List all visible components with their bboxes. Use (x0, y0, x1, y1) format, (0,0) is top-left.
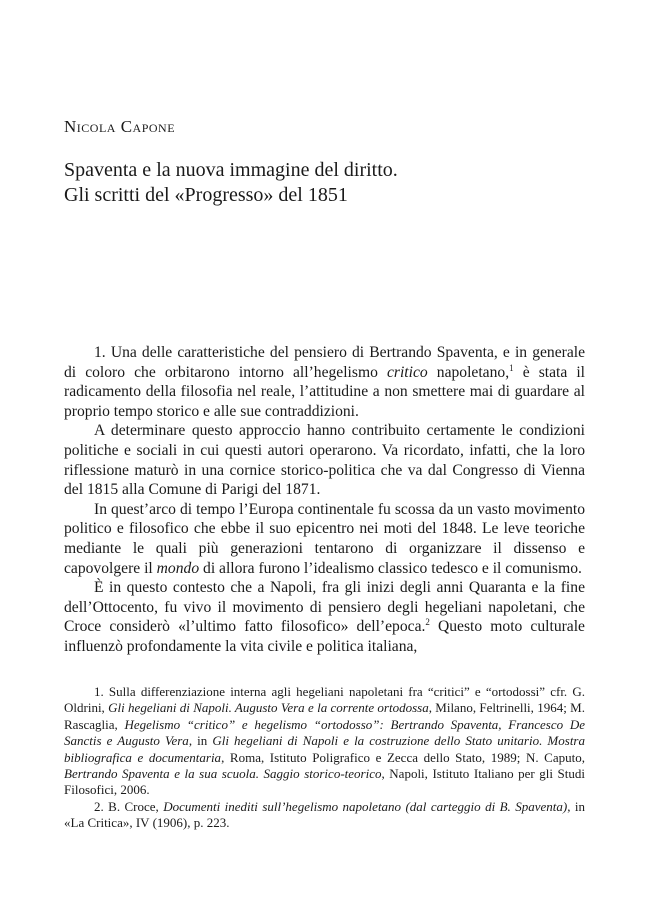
chapter-title-line-1: Spaventa e la nuova immagine del diritto. (64, 159, 398, 181)
emphasis-critico: critico (386, 363, 428, 381)
footnote-2: 2. B. Croce, Documenti inediti sull’hegelismo napoletano (dal carteggio di B. Spaventa), in «La Critica», IV (1906), p. 223. (64, 798, 585, 831)
footnote-1: 1. Sulla differenziazione interna agli hegeliani napoletani fra “critici” e “ortodossi” cfr. G. Oldrini, Gli hegeliani di Napoli. Augusto Vera e la corrente ortodossa, Milano, Feltrinelli, 1964; M. Rascaglia, Hegelismo “critico” e hegelismo “ortodosso”: Bertrando Spaventa, Francesco De Sanctis e Augusto Vera, in Gli hegeliani di Napoli e la costruzione dello Stato unitario. Mostra bibliografica e documentaria, Roma, Istituto Poligrafico e Zecca dello Stato, 1989; N. Caputo, Bertrando Spaventa e la sua scuola. Saggio storico-teorico, Napoli, Istituto Italiano per gli Studi Filosofici, 2006. (64, 684, 586, 798)
footnotes (64, 684, 585, 832)
author-name: Nicola Capone (64, 117, 176, 136)
paragraph-2: A determinare questo approccio hanno contribuito certamente le condizioni politiche e sociali in cui questi autori operarono. Va ricordato, infatti, che la loro riflessione maturò in una cornice storico-politica che va dal Congresso di Vienna del 1815 alla Comune di Parigi del 1871. (64, 422, 585, 499)
chapter-title-line-2: Gli scritti del «Progresso» del 1851 (64, 184, 348, 206)
body-text (64, 343, 585, 657)
emphasis-mondo: mondo (156, 559, 200, 577)
footnote-ref-2[interactable]: 2 (425, 617, 430, 628)
footnote-ref-1[interactable]: 1 (509, 362, 514, 373)
chapter-title (64, 158, 584, 208)
paragraph-3: In quest’arco di tempo l’Europa continentale fu scossa da un vasto movimento politico e filosofico che ebbe il suo epicentro nei moti del 1848. Le leve teoriche mediante le quali più generazioni tentarono di organizzare il dissenso e capovolgere il mondo di allora furono l’idealismo classico tedesco e il comunismo. (64, 500, 585, 577)
paragraph-1: 1. Una delle caratteristiche del pensiero di Bertrando Spaventa, e in generale di coloro che orbitarono intorno all’hegelismo critico napoletano,$^1$ è stata il radicamento della filosofia nel reale, l’attitudine a non smettere mai di guardare al proprio tempo storico e alle sue contraddizioni. (64, 344, 586, 420)
paragraph-4: È in questo contesto che a Napoli, fra gli inizi degli anni Quaranta e la fine dell’Ottocento, fu vivo il movimento di pensiero degli hegeliani napoletani, che Croce considerò «l’ultimo fatto filosofico» dell’epoca.$^2$ Questo moto culturale influenzò profondamente la vita civile e politica italiana, (64, 579, 585, 655)
